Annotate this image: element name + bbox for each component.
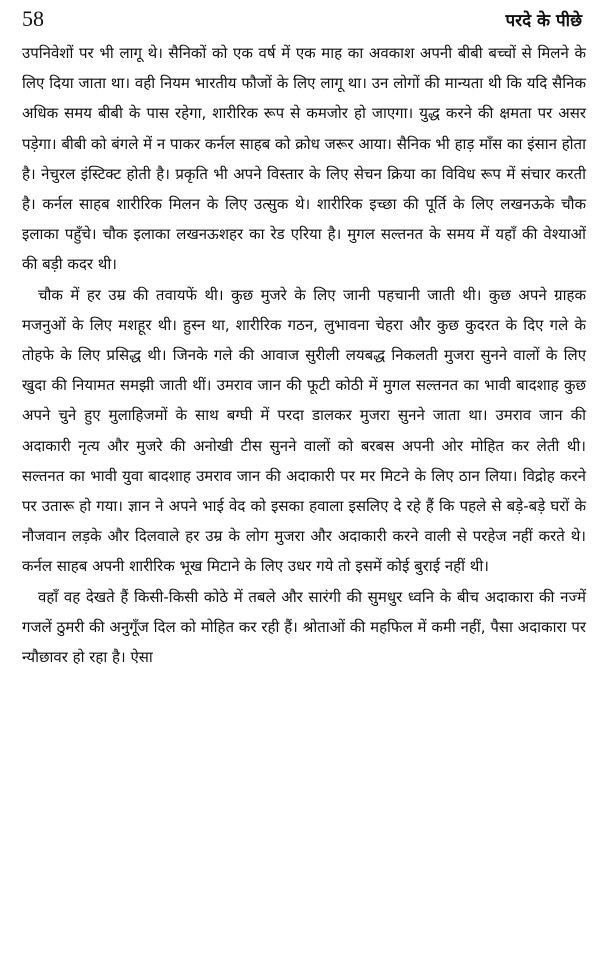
paragraph-1: उपनिवेशों पर भी लागू थे। सैनिकों को एक वर्ष में एक माह का अवकाश अपनी बीबी बच्चों से मिलने के लिए दिया जाता था। वही नियम भारतीय फौजों के लिए लागू था। उन लोगों की मान्यता थी कि यदि सैनिक अधिक समय बीबी के पास रहेगा, शारीरिक रूप से कमजोर हो जाएगा। युद्ध करने की क्षमता पर असर पड़ेगा। बीबी को बंगले में न पाकर कर्नल साहब को क्रोध जरूर आया। सैनिक भी हाड़ माँस का इंसान होता है। नेचुरल इंस्टिक्ट होती है। प्रकृति भी अपने विस्तार के लिए सेचन क्रिया का विविध रूप में संचार करती है। कर्नल साहब शारीरिक मिलन के लिए उत्सुक थे। शारीरिक इच्छा की पूर्ति के लिए लखनऊके चौक इलाका पहुँचे। चौक इलाका लखनऊशहर का रेड एरिया है। मुगल सल्तनत के समय में यहाँ की वेश्याओं की बड़ी कदर थी। bbox=[22, 44, 586, 274]
running-title: परदे के पीछे bbox=[505, 11, 582, 31]
body-text bbox=[22, 38, 586, 672]
page-number: 58 bbox=[22, 6, 44, 31]
page-header bbox=[22, 0, 586, 38]
paragraph-3: वहाँ वह देखते हैं किसी-किसी कोठे में तबले और सारंगी की सुमधुर ध्वनि के बीच अदाकारा की नज्में गजलें ठुमरी की अनुगूँज दिल को मोहित कर रही हैं। श्रोताओं की महफिल में कमी नहीं, पैसा अदाकारा पर न्यौछावर हो रहा है। ऐसा bbox=[22, 587, 586, 667]
paragraph-2: चौक में हर उम्र की तवायफें थी। कुछ मुजरे के लिए जानी पहचानी जाती थी। कुछ अपने ग्राहक मजनुओं के लिए मशहूर थी। हुस्न था, शारीरिक गठन, लुभावना चेहरा और कुछ कुदरत के दिए गले के तोहफे के लिए प्रसिद्ध थी। जिनके गले की आवाज सुरीली लयबद्ध निकलती मुजरा सुनने वालों के लिए खुदा की नियामत समझी जाती थीं। उमराव जान की फूटी कोठी में मुगल सल्तनत का भावी बादशाह कुछ अपने चुने हुए मुलाहिजमों के साथ बग्घी में परदा डालकर मुजरा सुनने जाता था। उमराव जान की अदाकारी नृत्य और मुजरे की अनोखी टीस सुनने वालों को बरबस अपनी ओर मोहित कर लेती थी। सल्तनत का भावी युवा बादशाह उमराव जान की अदाकारी पर मर मिटने के लिए ठान लिया। विद्रोह करने पर उतारू हो गया। ज्ञान ने अपने भाई वेद को इसका हवाला इसलिए दे रहे हैं कि पहले से बड़े-बड़े घरों के नौजवान लड़के और दिलवाले हर उम्र के लोग मुजरा और अदाकारी करने वाली से परहेज नहीं करते थे। कर्नल साहब अपनी शारीरिक भूख मिटाने के लिए उधर गये तो इसमें कोई बुराई नहीं थी। bbox=[22, 285, 586, 576]
